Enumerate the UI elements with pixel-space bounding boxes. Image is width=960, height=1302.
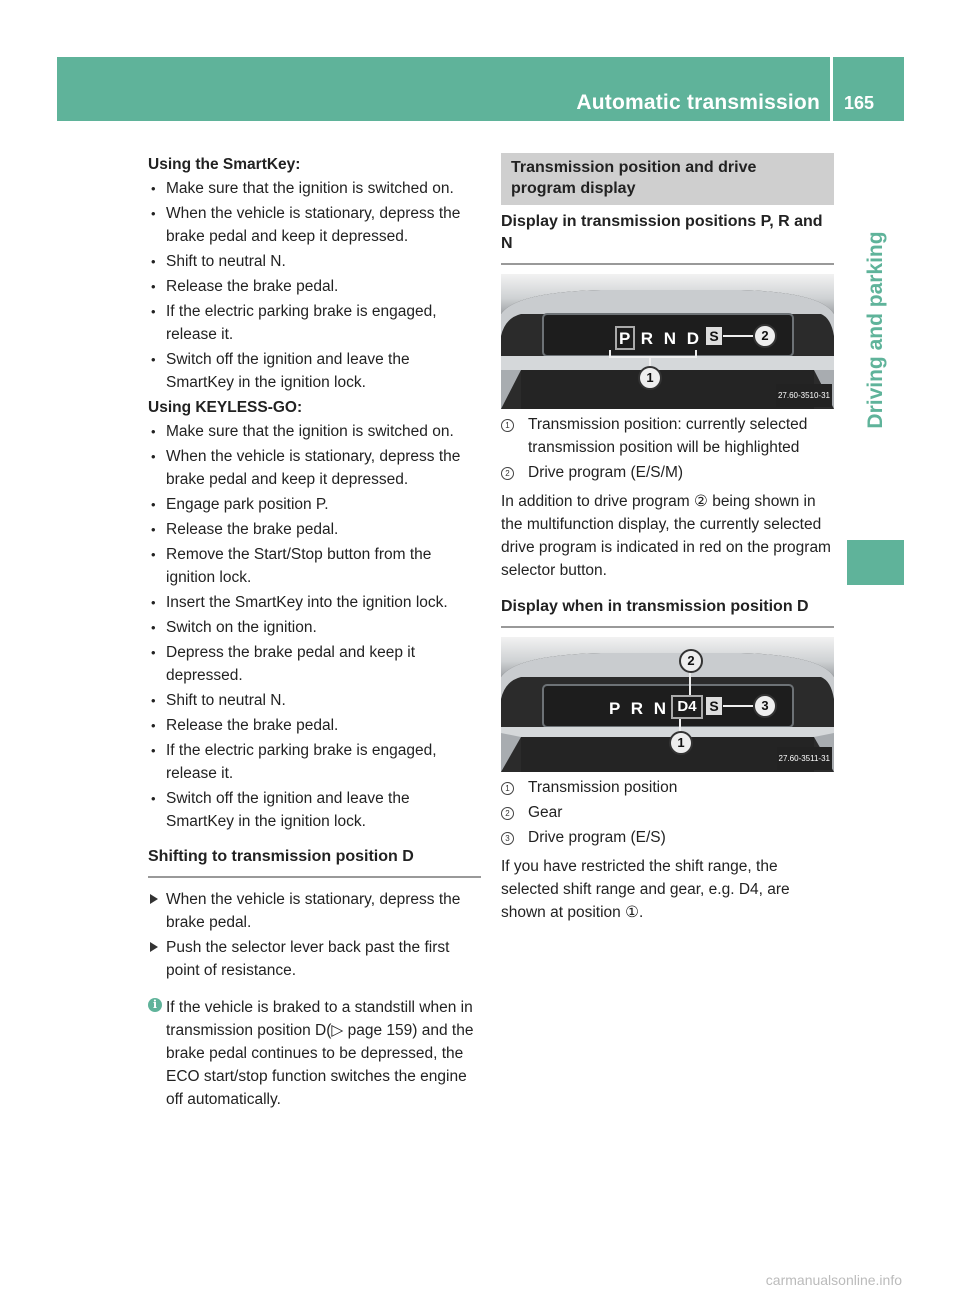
- highlight-box-p: [615, 326, 635, 350]
- side-chapter-tab: [847, 540, 904, 585]
- list-item: • When the vehicle is stationary, depress the brake pedal and keep it depressed.: [148, 445, 481, 491]
- legend-item: 1 Transmission position: [501, 776, 834, 799]
- list-item: • Shift to neutral N.: [148, 689, 481, 712]
- callout-line: [679, 719, 681, 731]
- right-column: [501, 153, 834, 924]
- list-item: • Release the brake pedal.: [148, 275, 481, 298]
- bracket-line: [609, 350, 697, 358]
- d-legend: [501, 776, 834, 849]
- list-item: • Insert the SmartKey into the ignition lock.: [148, 591, 481, 614]
- section-heading: Transmission position and drive program display: [501, 153, 834, 205]
- list-item: • Switch off the ignition and leave the SmartKey in the ignition lock.: [148, 787, 481, 833]
- list-item: • If the electric parking brake is engaged, release it.: [148, 739, 481, 785]
- list-item: • Make sure that the ignition is switched on.: [148, 177, 481, 200]
- prn-legend: [501, 413, 834, 484]
- legend-item: 3 Drive program (E/S): [501, 826, 834, 849]
- list-item: • Shift to neutral N.: [148, 250, 481, 273]
- list-item: • Remove the Start/Stop button from the ignition lock.: [148, 543, 481, 589]
- d-display-heading: Display when in transmission position D: [501, 596, 834, 628]
- gear-letters: P R N D: [619, 329, 703, 348]
- list-item: • Engage park position P.: [148, 493, 481, 516]
- callout-line: [649, 356, 651, 366]
- side-chapter-label: Driving and parking: [863, 231, 887, 429]
- keyless-heading: Using KEYLESS-GO:: [148, 399, 303, 416]
- smartkey-heading: Using the SmartKey:: [148, 156, 301, 173]
- note-text: If the vehicle is braked to a standstill when in transmission position D(▷ page 159) and the brake pedal continues to be depressed, the ECO start/stop function switches the engine off automatically.: [166, 999, 474, 1108]
- callout-1: 1: [669, 731, 693, 755]
- header-bar: [57, 57, 904, 121]
- callout-line: [689, 671, 691, 695]
- watermark: carmanualsonline.info: [765, 1272, 902, 1288]
- legend-item: 2 Drive program (E/S/M): [501, 461, 834, 484]
- list-item: • Switch on the ignition.: [148, 616, 481, 639]
- list-item: • Switch off the ignition and leave the SmartKey in the ignition lock.: [148, 348, 481, 394]
- figure-code: 27.60-3510-31: [776, 384, 832, 407]
- callout-2: 2: [753, 324, 777, 348]
- list-item: • Release the brake pedal.: [148, 518, 481, 541]
- gear-letters: P R N: [609, 699, 670, 718]
- info-note: [148, 996, 481, 1111]
- gear-indicator: D4: [671, 695, 703, 719]
- arrow-right-icon: [150, 894, 158, 904]
- d-display-figure: [501, 637, 834, 772]
- info-icon: i: [148, 998, 162, 1012]
- list-item: • Make sure that the ignition is switched on.: [148, 420, 481, 443]
- legend-item: 1 Transmission position: currently selected transmission position will be highlighted: [501, 413, 834, 459]
- prn-display-heading: Display in transmission positions P, R and N: [501, 211, 834, 265]
- step-item: When the vehicle is stationary, depress the brake pedal.: [148, 888, 481, 934]
- legend-item: 2 Gear: [501, 801, 834, 824]
- page-number: 165: [844, 93, 875, 113]
- figure-code: 27.60-3511-31: [777, 747, 832, 770]
- callout-line: [723, 705, 753, 707]
- shift-d-heading: Shifting to transmission position D: [148, 845, 481, 878]
- paragraph: In addition to drive program ② being shown in the multifunction display, the currently selected drive program is indicated in red on the program selector button.: [501, 493, 831, 579]
- shift-steps: [148, 888, 481, 982]
- smartkey-list: [148, 177, 481, 394]
- list-item: • If the electric parking brake is engaged, release it.: [148, 300, 481, 346]
- callout-3: 3: [753, 694, 777, 718]
- list-item: • Depress the brake pedal and keep it depressed.: [148, 641, 481, 687]
- arrow-right-icon: [150, 942, 158, 952]
- header-separator: [830, 57, 833, 121]
- left-column: [148, 153, 481, 1111]
- drive-program-badge: S: [706, 327, 722, 345]
- step-item: Push the selector lever back past the first point of resistance.: [148, 936, 481, 982]
- paragraph: If you have restricted the shift range, the selected shift range and gear, e.g. D4, are shown at position ①.: [501, 858, 790, 921]
- header-title: Automatic transmission: [576, 91, 820, 114]
- list-item: • When the vehicle is stationary, depress the brake pedal and keep it depressed.: [148, 202, 481, 248]
- callout-line: [723, 335, 753, 337]
- drive-program-badge: S: [706, 697, 722, 715]
- callout-2: 2: [679, 649, 703, 673]
- prn-display-figure: [501, 274, 834, 409]
- list-item: • Release the brake pedal.: [148, 714, 481, 737]
- callout-1: 1: [638, 366, 662, 390]
- keyless-list: [148, 420, 481, 833]
